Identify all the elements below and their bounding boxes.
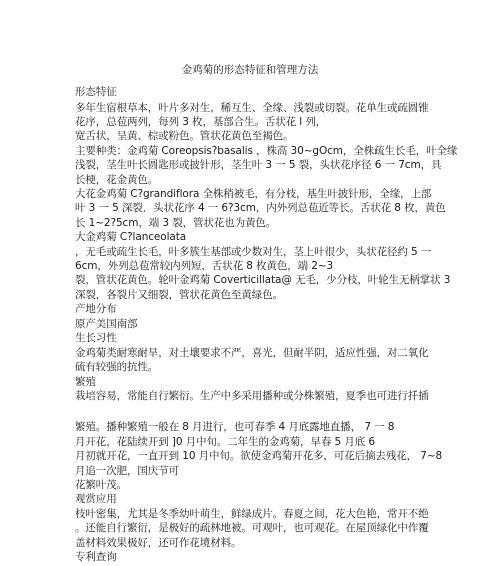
heading-propagation: 繁殖 [75, 376, 96, 388]
text-line: 原产美国南部 [75, 318, 138, 330]
text-line: 月追一次肥，国庆节可 [75, 465, 179, 477]
text-line: 主要种类：金鸡菊 Coreopsis?basalis ，株高 30~gOcm，全株疏生长毛，叶全缘 [75, 145, 458, 157]
text-line: 花繁叶茂。 [75, 479, 127, 491]
text-line: 月初就开花，一直开到 10 月中旬。欲使金鸡菊开花多，可花后摘去残花， 7~8 [75, 450, 443, 462]
text-line: 硫有较强的抗性。 [75, 361, 159, 373]
document-title: 金鸡菊的形态特征和管理方法 [181, 64, 319, 76]
text-line: 长 1~2?5cm，端 3 裂，管状花也为黄色。 [75, 217, 277, 229]
text-line: 大金鸡菊 C?lanceolata [75, 231, 187, 243]
text-line: 多年生宿根草本，叶片多对生，稀互生、全缘、浅裂或切裂。花单生或疏圆锥 [75, 102, 429, 114]
heading-growth-habit: 生长习性 [75, 332, 117, 344]
text-line: 花序，总苞两列，每列 3 枚，基部合生。舌状花 l 列， [75, 116, 327, 128]
text-line: 深裂，各裂片又细裂，管状花黄色至黄绿色。 [75, 289, 283, 301]
heading-distribution: 产地分布 [75, 303, 117, 315]
text-line: 叶 3 一 5 深裂．头状花序 4 一 6?3cm，内外列总苞近等长。舌状花 8 枚，黄色 [75, 202, 446, 214]
heading-patent-search: 专利查询 [75, 551, 117, 563]
text-line: 大花金鸡菊 C?grandiflora 全株稍被毛，有分枝，基生叶披针形，全缘，上部 [75, 188, 432, 200]
heading-ornamental-use: 观赏应用 [75, 493, 117, 505]
text-line: 浅裂，茎生叶长圆匙形或披针形，茎生叶 3 一 5 裂，头状花序径 6 一 7cm，具 [75, 159, 442, 171]
text-line: 长梗，花金黄色。 [75, 174, 159, 186]
text-line: 宽舌状，呈黄、棕或粉色。管状花黄色至褐色。 [75, 130, 294, 142]
heading-morphology: 形态特征 [75, 86, 117, 98]
text-line: 裂，管状花黄色。轮叶金鸡菊 Coverticillata@ 无毛，少分枝，叶轮生无柄掌状 3 [75, 274, 451, 286]
text-line: 金鸡菊类耐寒耐旱，对土壤要求不严，喜光，但耐半阴，适应性强，对二氧化 [75, 347, 429, 359]
text-line: 月开花，花陆续开到 ]0 月中旬。二年生的金鸡菊，早春 5 月底 6 [75, 436, 375, 448]
text-line: 。还能自行繁衍，是极好的疏林地被。可观叶，也可观花。在屋顶绿化中作覆 [75, 522, 429, 534]
text-line: 栽培容易，常能自行繁衍。生产中多采用播种或分株繁殖，夏季也可进行扦插 [75, 390, 429, 402]
text-line: 盖材料效果极好，还可作花境材料。 [75, 537, 242, 549]
text-line: 繁殖。播种繁殖一般在 8 月进行，也可春季 4 月底露地直播， 7 一 8 [75, 421, 395, 433]
text-line: 枝叶密集，尤其是冬季幼叶萌生，鲜绿成片。春夏之间，花大色艳，常开不绝 [75, 508, 429, 520]
text-line: ，无毛或疏生长毛，叶多簇生基部或少数对生，茎上叶很少，头状花径约 5 一 [75, 246, 432, 258]
text-line: 6cm，外列总苞常较内列短，舌状花 8 枚黄色，端 2~3 [75, 260, 334, 272]
